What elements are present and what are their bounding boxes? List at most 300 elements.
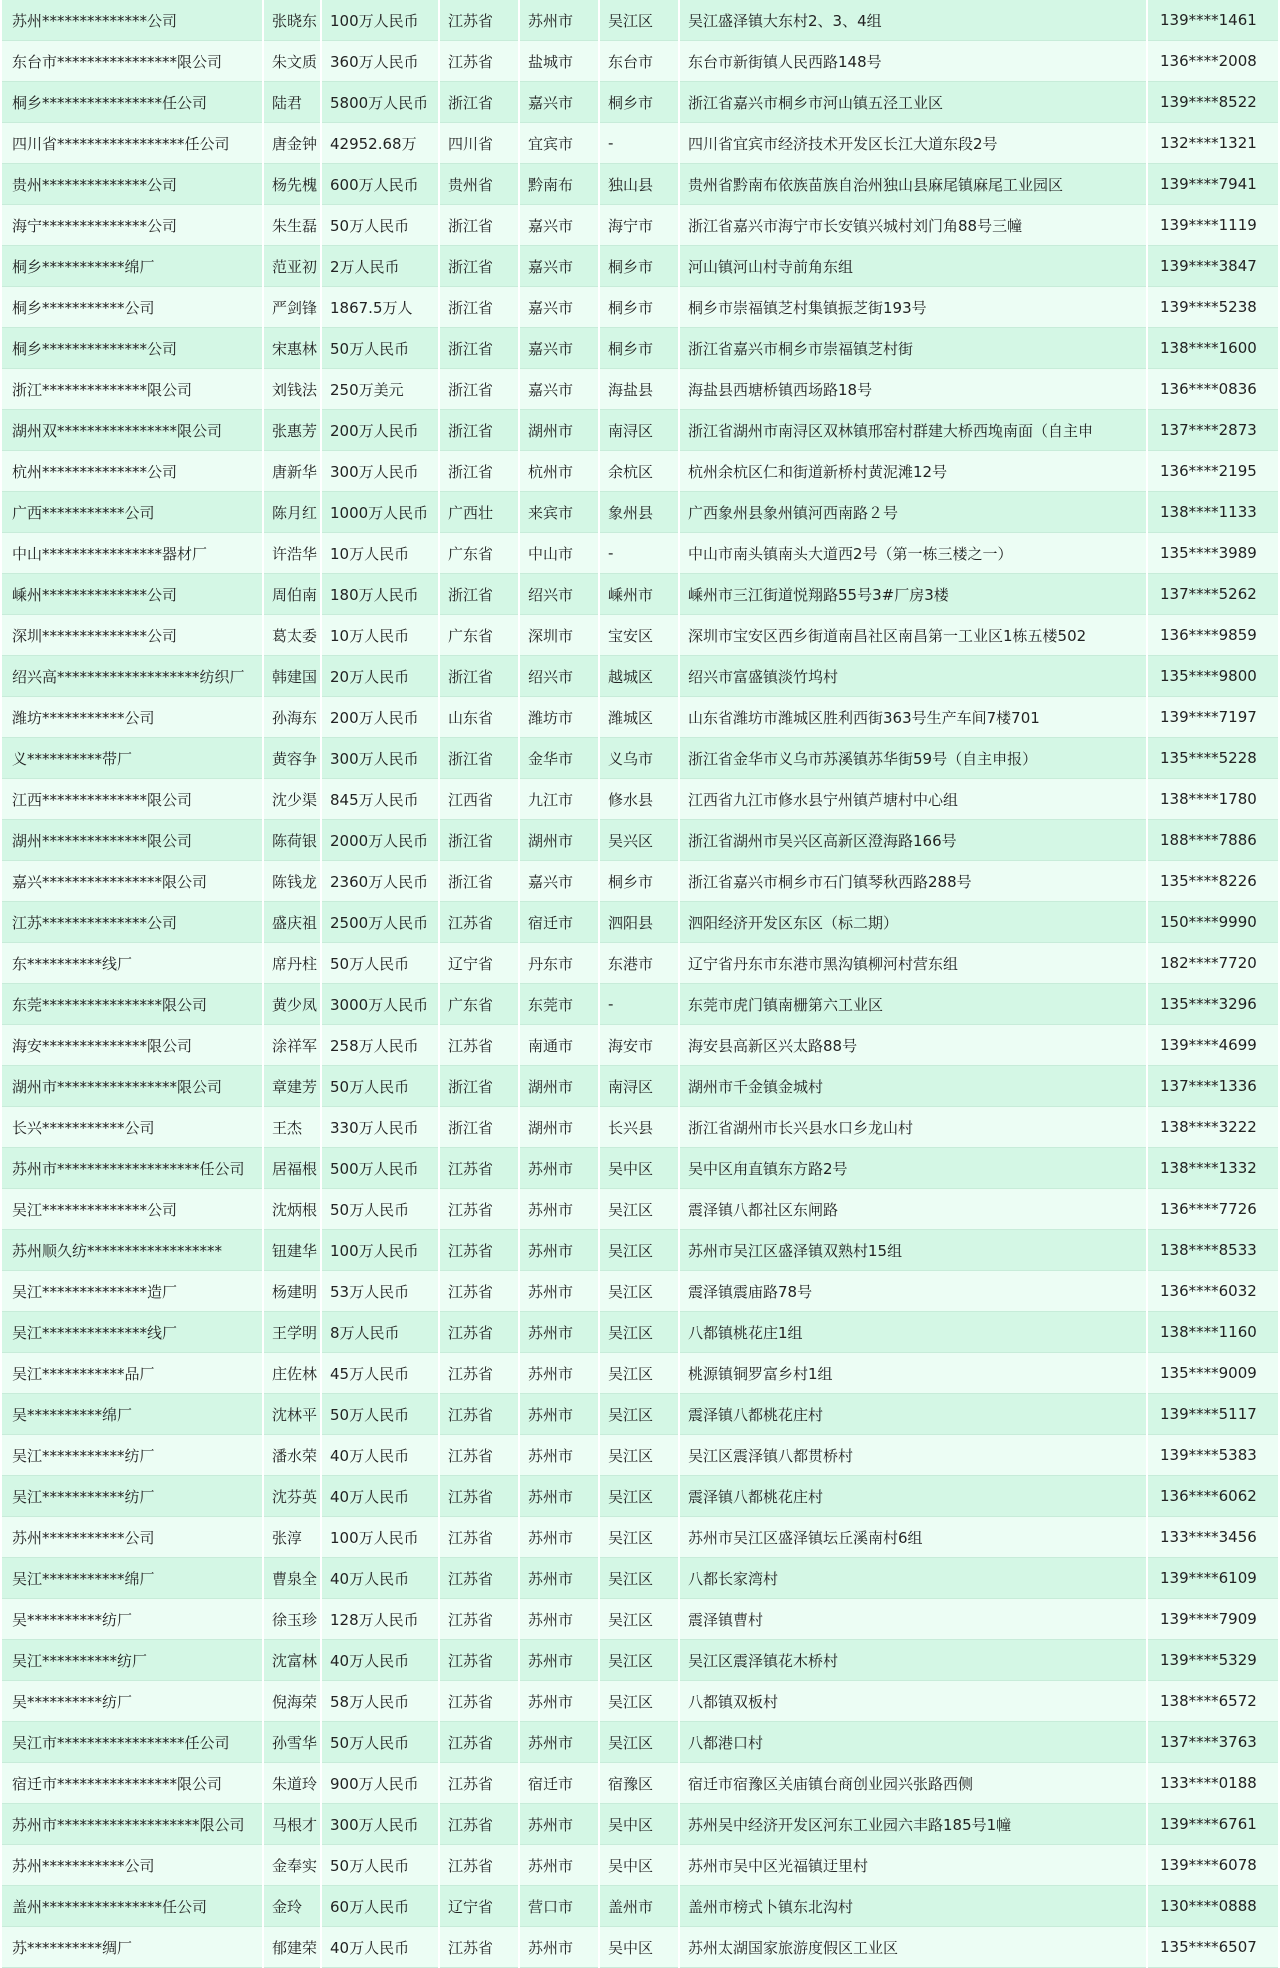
district-cell: 吴江区 — [600, 1353, 678, 1394]
phone-cell: 135****5228 — [1148, 738, 1278, 779]
registered-capital-cell: 258万人民币 — [322, 1025, 438, 1066]
city-cell: 苏州市 — [520, 1517, 598, 1558]
phone-cell: 136****7726 — [1148, 1189, 1278, 1230]
city-cell: 宜宾市 — [520, 123, 598, 164]
address-cell: 海安县高新区兴太路88号 — [680, 1025, 1146, 1066]
legal-person-cell: 杨建明 — [264, 1271, 320, 1312]
table-row — [2, 451, 1278, 492]
legal-person-cell: 朱文质 — [264, 41, 320, 82]
company-name-cell: 江苏**************公司 — [2, 902, 262, 943]
registered-capital-cell: 845万人民币 — [322, 779, 438, 820]
registered-capital-cell: 45万人民币 — [322, 1353, 438, 1394]
registered-capital-cell: 2000万人民币 — [322, 820, 438, 861]
province-cell: 贵州省 — [440, 164, 518, 205]
phone-cell: 138****6572 — [1148, 1681, 1278, 1722]
address-cell: 浙江省湖州市南浔区双林镇邢窑村群建大桥西堍南面（自主申 — [680, 410, 1146, 451]
legal-person-cell: 席丹柱 — [264, 943, 320, 984]
address-cell: 震泽镇震庙路78号 — [680, 1271, 1146, 1312]
registered-capital-cell: 42952.68万 — [322, 123, 438, 164]
phone-cell: 138****3222 — [1148, 1107, 1278, 1148]
district-cell: 义乌市 — [600, 738, 678, 779]
legal-person-cell: 唐金钟 — [264, 123, 320, 164]
table-row — [2, 1025, 1278, 1066]
registered-capital-cell: 100万人民币 — [322, 0, 438, 41]
phone-cell: 137****2873 — [1148, 410, 1278, 451]
province-cell: 江苏省 — [440, 1025, 518, 1066]
registered-capital-cell: 40万人民币 — [322, 1640, 438, 1681]
legal-person-cell: 金玲 — [264, 1886, 320, 1927]
company-name-cell: 吴江***********品厂 — [2, 1353, 262, 1394]
company-name-cell: 嘉兴****************限公司 — [2, 861, 262, 902]
city-cell: 苏州市 — [520, 1148, 598, 1189]
city-cell: 苏州市 — [520, 1845, 598, 1886]
address-cell: 贵州省黔南布依族苗族自治州独山县麻尾镇麻尾工业园区 — [680, 164, 1146, 205]
company-name-cell: 吴江**********纺厂 — [2, 1640, 262, 1681]
district-cell: 吴江区 — [600, 1230, 678, 1271]
legal-person-cell: 杨先槐 — [264, 164, 320, 205]
legal-person-cell: 陈钱龙 — [264, 861, 320, 902]
district-cell: 海宁市 — [600, 205, 678, 246]
city-cell: 苏州市 — [520, 1189, 598, 1230]
city-cell: 苏州市 — [520, 1681, 598, 1722]
district-cell: 吴中区 — [600, 1804, 678, 1845]
city-cell: 苏州市 — [520, 1476, 598, 1517]
province-cell: 浙江省 — [440, 82, 518, 123]
city-cell: 金华市 — [520, 738, 598, 779]
legal-person-cell: 涂祥军 — [264, 1025, 320, 1066]
district-cell: 桐乡市 — [600, 328, 678, 369]
phone-cell: 139****6761 — [1148, 1804, 1278, 1845]
registered-capital-cell: 100万人民币 — [322, 1230, 438, 1271]
city-cell: 苏州市 — [520, 1558, 598, 1599]
company-name-cell: 苏州市*******************任公司 — [2, 1148, 262, 1189]
province-cell: 江苏省 — [440, 1435, 518, 1476]
registered-capital-cell: 40万人民币 — [322, 1476, 438, 1517]
legal-person-cell: 王学明 — [264, 1312, 320, 1353]
address-cell: 浙江省嘉兴市桐乡市石门镇琴秋西路288号 — [680, 861, 1146, 902]
district-cell: 东台市 — [600, 41, 678, 82]
phone-cell: 139****7197 — [1148, 697, 1278, 738]
table-row — [2, 492, 1278, 533]
legal-person-cell: 倪海荣 — [264, 1681, 320, 1722]
company-name-cell: 义**********带厂 — [2, 738, 262, 779]
company-name-cell: 苏**********绸厂 — [2, 1927, 262, 1968]
table-row — [2, 1353, 1278, 1394]
registered-capital-cell: 1867.5万人 — [322, 287, 438, 328]
legal-person-cell: 范亚初 — [264, 246, 320, 287]
district-cell: - — [600, 533, 678, 574]
table-row — [2, 1640, 1278, 1681]
table-row — [2, 820, 1278, 861]
phone-cell: 133****0188 — [1148, 1763, 1278, 1804]
table-row — [2, 123, 1278, 164]
legal-person-cell: 黄容争 — [264, 738, 320, 779]
phone-cell: 139****7909 — [1148, 1599, 1278, 1640]
table-row — [2, 615, 1278, 656]
phone-cell: 138****1332 — [1148, 1148, 1278, 1189]
district-cell: 吴江区 — [600, 1435, 678, 1476]
table-row — [2, 574, 1278, 615]
district-cell: 吴江区 — [600, 1640, 678, 1681]
phone-cell: 132****1321 — [1148, 123, 1278, 164]
phone-cell: 139****3847 — [1148, 246, 1278, 287]
address-cell: 海盐县西塘桥镇西场路18号 — [680, 369, 1146, 410]
registered-capital-cell: 5800万人民币 — [322, 82, 438, 123]
registered-capital-cell: 40万人民币 — [322, 1927, 438, 1968]
table-row — [2, 164, 1278, 205]
table-row — [2, 1230, 1278, 1271]
address-cell: 广西象州县象州镇河西南路２号 — [680, 492, 1146, 533]
phone-cell: 138****1133 — [1148, 492, 1278, 533]
registered-capital-cell: 50万人民币 — [322, 1394, 438, 1435]
table-row — [2, 984, 1278, 1025]
company-name-cell: 广西***********公司 — [2, 492, 262, 533]
district-cell: 宿豫区 — [600, 1763, 678, 1804]
registered-capital-cell: 250万美元 — [322, 369, 438, 410]
phone-cell: 135****3989 — [1148, 533, 1278, 574]
registered-capital-cell: 300万人民币 — [322, 451, 438, 492]
registered-capital-cell: 500万人民币 — [322, 1148, 438, 1189]
company-name-cell: 苏州***********公司 — [2, 1845, 262, 1886]
table-row — [2, 1435, 1278, 1476]
district-cell: 潍城区 — [600, 697, 678, 738]
legal-person-cell: 严剑锋 — [264, 287, 320, 328]
registered-capital-cell: 50万人民币 — [322, 1722, 438, 1763]
registered-capital-cell: 600万人民币 — [322, 164, 438, 205]
legal-person-cell: 居福根 — [264, 1148, 320, 1189]
table-row — [2, 287, 1278, 328]
registered-capital-cell: 900万人民币 — [322, 1763, 438, 1804]
phone-cell: 135****9800 — [1148, 656, 1278, 697]
company-name-cell: 贵州**************公司 — [2, 164, 262, 205]
legal-person-cell: 陆君 — [264, 82, 320, 123]
city-cell: 盐城市 — [520, 41, 598, 82]
table-row — [2, 697, 1278, 738]
registered-capital-cell: 200万人民币 — [322, 697, 438, 738]
company-name-cell: 潍坊***********公司 — [2, 697, 262, 738]
registered-capital-cell: 330万人民币 — [322, 1107, 438, 1148]
province-cell: 江苏省 — [440, 1927, 518, 1968]
table-row — [2, 1476, 1278, 1517]
registered-capital-cell: 50万人民币 — [322, 1066, 438, 1107]
company-name-cell: 长兴***********公司 — [2, 1107, 262, 1148]
city-cell: 嘉兴市 — [520, 287, 598, 328]
phone-cell: 135****9009 — [1148, 1353, 1278, 1394]
phone-cell: 139****7941 — [1148, 164, 1278, 205]
address-cell: 江西省九江市修水县宁州镇芦塘村中心组 — [680, 779, 1146, 820]
province-cell: 浙江省 — [440, 410, 518, 451]
company-name-cell: 桐乡***********公司 — [2, 287, 262, 328]
table-row — [2, 1804, 1278, 1845]
company-name-cell: 桐乡**************公司 — [2, 328, 262, 369]
city-cell: 嘉兴市 — [520, 82, 598, 123]
city-cell: 嘉兴市 — [520, 369, 598, 410]
registered-capital-cell: 180万人民币 — [322, 574, 438, 615]
province-cell: 山东省 — [440, 697, 518, 738]
address-cell: 深圳市宝安区西乡街道南昌社区南昌第一工业区1栋五楼502 — [680, 615, 1146, 656]
phone-cell: 136****2008 — [1148, 41, 1278, 82]
legal-person-cell: 张淳 — [264, 1517, 320, 1558]
city-cell: 嘉兴市 — [520, 205, 598, 246]
district-cell: - — [600, 123, 678, 164]
province-cell: 江苏省 — [440, 1353, 518, 1394]
phone-cell: 139****6078 — [1148, 1845, 1278, 1886]
company-name-cell: 桐乡***********绵厂 — [2, 246, 262, 287]
city-cell: 苏州市 — [520, 1804, 598, 1845]
company-name-cell: 嵊州**************公司 — [2, 574, 262, 615]
district-cell: 吴江区 — [600, 1189, 678, 1230]
registered-capital-cell: 58万人民币 — [322, 1681, 438, 1722]
registered-capital-cell: 3000万人民币 — [322, 984, 438, 1025]
company-name-cell: 苏州**************公司 — [2, 0, 262, 41]
company-name-cell: 海安**************限公司 — [2, 1025, 262, 1066]
district-cell: 吴江区 — [600, 1476, 678, 1517]
legal-person-cell: 沈少渠 — [264, 779, 320, 820]
province-cell: 江苏省 — [440, 0, 518, 41]
address-cell: 震泽镇曹村 — [680, 1599, 1146, 1640]
city-cell: 苏州市 — [520, 1435, 598, 1476]
address-cell: 苏州市吴中区光福镇迂里村 — [680, 1845, 1146, 1886]
city-cell: 潍坊市 — [520, 697, 598, 738]
district-cell: - — [600, 984, 678, 1025]
table-row — [2, 738, 1278, 779]
legal-person-cell: 潘水荣 — [264, 1435, 320, 1476]
phone-cell: 133****3456 — [1148, 1517, 1278, 1558]
province-cell: 浙江省 — [440, 574, 518, 615]
province-cell: 浙江省 — [440, 1066, 518, 1107]
district-cell: 象州县 — [600, 492, 678, 533]
legal-person-cell: 张惠芳 — [264, 410, 320, 451]
company-name-cell: 吴**********纺厂 — [2, 1599, 262, 1640]
legal-person-cell: 徐玉珍 — [264, 1599, 320, 1640]
address-cell: 震泽镇八都桃花庄村 — [680, 1476, 1146, 1517]
city-cell: 苏州市 — [520, 1353, 598, 1394]
address-cell: 震泽镇八都社区东闸路 — [680, 1189, 1146, 1230]
legal-person-cell: 孙海东 — [264, 697, 320, 738]
phone-cell: 139****5238 — [1148, 287, 1278, 328]
city-cell: 苏州市 — [520, 1927, 598, 1968]
phone-cell: 135****6507 — [1148, 1927, 1278, 1968]
legal-person-cell: 陈月红 — [264, 492, 320, 533]
table-row — [2, 1394, 1278, 1435]
table-row — [2, 328, 1278, 369]
address-cell: 八都长家湾村 — [680, 1558, 1146, 1599]
address-cell: 浙江省嘉兴市海宁市长安镇兴城村刘门角88号三幢 — [680, 205, 1146, 246]
city-cell: 绍兴市 — [520, 574, 598, 615]
legal-person-cell: 张晓东 — [264, 0, 320, 41]
address-cell: 苏州市吴江区盛泽镇坛丘溪南村6组 — [680, 1517, 1146, 1558]
district-cell: 吴江区 — [600, 0, 678, 41]
city-cell: 黔南布 — [520, 164, 598, 205]
legal-person-cell: 钮建华 — [264, 1230, 320, 1271]
phone-cell: 135****3296 — [1148, 984, 1278, 1025]
company-name-cell: 吴**********纺厂 — [2, 1681, 262, 1722]
legal-person-cell: 金奉实 — [264, 1845, 320, 1886]
province-cell: 辽宁省 — [440, 1886, 518, 1927]
district-cell: 吴兴区 — [600, 820, 678, 861]
company-name-cell: 苏州***********公司 — [2, 1517, 262, 1558]
city-cell: 苏州市 — [520, 1599, 598, 1640]
province-cell: 浙江省 — [440, 205, 518, 246]
address-cell: 苏州吴中经济开发区河东工业园六丰路185号1幢 — [680, 1804, 1146, 1845]
company-name-cell: 苏州顺久纺****************** — [2, 1230, 262, 1271]
province-cell: 辽宁省 — [440, 943, 518, 984]
province-cell: 广东省 — [440, 533, 518, 574]
address-cell: 八都镇桃花庄1组 — [680, 1312, 1146, 1353]
registered-capital-cell: 50万人民币 — [322, 328, 438, 369]
registered-capital-cell: 50万人民币 — [322, 943, 438, 984]
province-cell: 江苏省 — [440, 1845, 518, 1886]
phone-cell: 136****2195 — [1148, 451, 1278, 492]
address-cell: 东莞市虎门镇南栅第六工业区 — [680, 984, 1146, 1025]
district-cell: 东港市 — [600, 943, 678, 984]
province-cell: 江苏省 — [440, 1189, 518, 1230]
phone-cell: 137****5262 — [1148, 574, 1278, 615]
address-cell: 吴江盛泽镇大东村2、3、4组 — [680, 0, 1146, 41]
phone-cell: 139****8522 — [1148, 82, 1278, 123]
district-cell: 吴江区 — [600, 1271, 678, 1312]
city-cell: 湖州市 — [520, 1066, 598, 1107]
registered-capital-cell: 50万人民币 — [322, 1189, 438, 1230]
company-name-cell: 吴江***********绵厂 — [2, 1558, 262, 1599]
company-name-cell: 吴江***********纺厂 — [2, 1476, 262, 1517]
legal-person-cell: 宋惠林 — [264, 328, 320, 369]
registered-capital-cell: 128万人民币 — [322, 1599, 438, 1640]
phone-cell: 139****5329 — [1148, 1640, 1278, 1681]
district-cell: 越城区 — [600, 656, 678, 697]
city-cell: 嘉兴市 — [520, 861, 598, 902]
registered-capital-cell: 50万人民币 — [322, 205, 438, 246]
table-row — [2, 82, 1278, 123]
city-cell: 湖州市 — [520, 820, 598, 861]
district-cell: 吴江区 — [600, 1394, 678, 1435]
city-cell: 苏州市 — [520, 1230, 598, 1271]
district-cell: 海安市 — [600, 1025, 678, 1066]
address-cell: 浙江省嘉兴市桐乡市崇福镇芝村街 — [680, 328, 1146, 369]
province-cell: 江苏省 — [440, 1763, 518, 1804]
company-name-cell: 盖州****************任公司 — [2, 1886, 262, 1927]
district-cell: 吴中区 — [600, 1148, 678, 1189]
registered-capital-cell: 50万人民币 — [322, 1845, 438, 1886]
company-name-cell: 海宁**************公司 — [2, 205, 262, 246]
registered-capital-cell: 53万人民币 — [322, 1271, 438, 1312]
province-cell: 江苏省 — [440, 1312, 518, 1353]
province-cell: 江苏省 — [440, 1558, 518, 1599]
company-name-cell: 湖州双****************限公司 — [2, 410, 262, 451]
table-row — [2, 1927, 1278, 1968]
province-cell: 江苏省 — [440, 41, 518, 82]
province-cell: 江苏省 — [440, 1271, 518, 1312]
phone-cell: 137****3763 — [1148, 1722, 1278, 1763]
phone-cell: 138****1600 — [1148, 328, 1278, 369]
address-cell: 绍兴市富盛镇淡竹坞村 — [680, 656, 1146, 697]
table-row — [2, 533, 1278, 574]
province-cell: 江苏省 — [440, 902, 518, 943]
province-cell: 江苏省 — [440, 1394, 518, 1435]
legal-person-cell: 陈荷银 — [264, 820, 320, 861]
province-cell: 浙江省 — [440, 328, 518, 369]
table-row — [2, 0, 1278, 41]
legal-person-cell: 王杰 — [264, 1107, 320, 1148]
address-cell: 震泽镇八都桃花庄村 — [680, 1394, 1146, 1435]
company-name-cell: 东**********线厂 — [2, 943, 262, 984]
city-cell: 嘉兴市 — [520, 246, 598, 287]
address-cell: 湖州市千金镇金城村 — [680, 1066, 1146, 1107]
district-cell: 桐乡市 — [600, 246, 678, 287]
district-cell: 盖州市 — [600, 1886, 678, 1927]
district-cell: 修水县 — [600, 779, 678, 820]
address-cell: 浙江省嘉兴市桐乡市河山镇五泾工业区 — [680, 82, 1146, 123]
table-row — [2, 1558, 1278, 1599]
legal-person-cell: 马根才 — [264, 1804, 320, 1845]
province-cell: 浙江省 — [440, 861, 518, 902]
table-row — [2, 1599, 1278, 1640]
table-row — [2, 1886, 1278, 1927]
registered-capital-cell: 2360万人民币 — [322, 861, 438, 902]
legal-person-cell: 曹泉全 — [264, 1558, 320, 1599]
province-cell: 广东省 — [440, 984, 518, 1025]
legal-person-cell: 许浩华 — [264, 533, 320, 574]
table-row — [2, 1763, 1278, 1804]
registered-capital-cell: 2万人民币 — [322, 246, 438, 287]
legal-person-cell: 庄佐林 — [264, 1353, 320, 1394]
address-cell: 吴中区甪直镇东方路2号 — [680, 1148, 1146, 1189]
city-cell: 湖州市 — [520, 410, 598, 451]
city-cell: 宿迁市 — [520, 1763, 598, 1804]
phone-cell: 136****6062 — [1148, 1476, 1278, 1517]
phone-cell: 139****1119 — [1148, 205, 1278, 246]
province-cell: 浙江省 — [440, 451, 518, 492]
company-name-cell: 吴江**************造厂 — [2, 1271, 262, 1312]
city-cell: 营口市 — [520, 1886, 598, 1927]
legal-person-cell: 朱生磊 — [264, 205, 320, 246]
district-cell: 吴江区 — [600, 1517, 678, 1558]
table-row — [2, 1722, 1278, 1763]
company-name-cell: 绍兴高*******************纺织厂 — [2, 656, 262, 697]
district-cell: 泗阳县 — [600, 902, 678, 943]
table-row — [2, 1312, 1278, 1353]
province-cell: 江苏省 — [440, 1230, 518, 1271]
table-row — [2, 1189, 1278, 1230]
table-row — [2, 410, 1278, 451]
table-row — [2, 656, 1278, 697]
address-cell: 四川省宜宾市经济技术开发区长江大道东段2号 — [680, 123, 1146, 164]
table-row — [2, 1148, 1278, 1189]
province-cell: 浙江省 — [440, 369, 518, 410]
company-name-cell: 桐乡****************任公司 — [2, 82, 262, 123]
city-cell: 苏州市 — [520, 1271, 598, 1312]
legal-person-cell: 郁建荣 — [264, 1927, 320, 1968]
company-name-cell: 东台市****************限公司 — [2, 41, 262, 82]
phone-cell: 138****1160 — [1148, 1312, 1278, 1353]
phone-cell: 135****8226 — [1148, 861, 1278, 902]
registered-capital-cell: 300万人民币 — [322, 738, 438, 779]
city-cell: 苏州市 — [520, 1312, 598, 1353]
district-cell: 吴江区 — [600, 1681, 678, 1722]
city-cell: 苏州市 — [520, 1394, 598, 1435]
district-cell: 吴中区 — [600, 1927, 678, 1968]
district-cell: 余杭区 — [600, 451, 678, 492]
company-name-cell: 吴江**************公司 — [2, 1189, 262, 1230]
legal-person-cell: 章建芳 — [264, 1066, 320, 1107]
address-cell: 吴江区震泽镇八都贯桥村 — [680, 1435, 1146, 1476]
district-cell: 海盐县 — [600, 369, 678, 410]
phone-cell: 136****0836 — [1148, 369, 1278, 410]
registered-capital-cell: 20万人民币 — [322, 656, 438, 697]
company-name-cell: 吴江**************线厂 — [2, 1312, 262, 1353]
city-cell: 绍兴市 — [520, 656, 598, 697]
address-cell: 桃源镇铜罗富乡村1组 — [680, 1353, 1146, 1394]
